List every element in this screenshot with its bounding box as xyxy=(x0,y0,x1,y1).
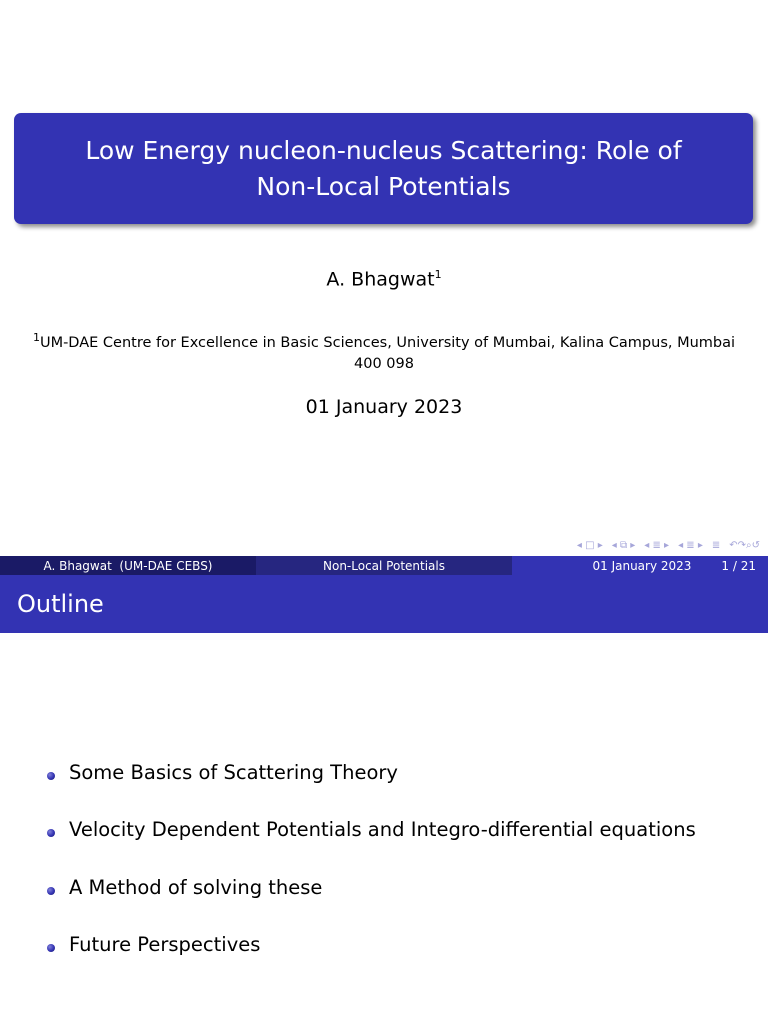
footer-date-page xyxy=(512,556,768,575)
bullet-icon xyxy=(47,772,55,780)
beamer-navigation-bar xyxy=(577,538,760,552)
title-line-1: Low Energy nucleon-nucleus Scattering: Role of xyxy=(85,135,682,165)
list-item xyxy=(0,745,768,802)
footer-author-text: A. Bhagwat (UM-DAE CEBS) xyxy=(43,558,213,573)
list-item-text: Future Perspectives xyxy=(69,932,261,956)
nav-section-icon[interactable]: ◂ ≣ ▸ xyxy=(678,539,703,551)
list-item xyxy=(0,860,768,917)
nav-search-icon[interactable]: ↶↷⌕↺ xyxy=(729,539,760,551)
footer-date: 01 January 2023 xyxy=(592,558,692,573)
footer-bar xyxy=(0,556,768,575)
frame-title-bar xyxy=(0,575,768,633)
nav-frame-icon[interactable]: ◂ ⧉ ▸ xyxy=(611,539,636,551)
list-item-text: A Method of solving these xyxy=(69,875,323,899)
list-item xyxy=(0,802,768,859)
author-name: A. Bhagwat xyxy=(326,268,435,291)
outline-list xyxy=(0,745,768,974)
nav-slide-icon[interactable]: ◂ □ ▸ xyxy=(576,539,603,551)
nav-document-icon[interactable]: ≣ xyxy=(711,539,721,551)
nav-subsection-icon[interactable]: ◂ ≣ ▸ xyxy=(644,539,670,551)
list-item-text: Velocity Dependent Potentials and Integro-differential equations xyxy=(69,818,696,842)
frame-title: Outline xyxy=(17,590,104,618)
affiliation-text: UM-DAE Centre for Excellence in Basic Sciences, University of Mumbai, Kalina Campus, Mumbai 400 098 xyxy=(39,334,736,372)
footer-title-text: Non-Local Potentials xyxy=(323,558,445,573)
presentation-title xyxy=(64,133,704,205)
presentation-date: 01 January 2023 xyxy=(305,396,463,418)
affiliation-superscript: 1 xyxy=(32,331,40,344)
list-item-text: Some Basics of Scattering Theory xyxy=(69,761,398,784)
list-item xyxy=(0,917,768,974)
bullet-icon xyxy=(47,829,55,837)
bullet-icon xyxy=(47,944,55,952)
footer-title xyxy=(256,556,512,575)
author-superscript: 1 xyxy=(434,268,442,281)
author xyxy=(0,268,768,290)
bullet-icon xyxy=(47,887,55,895)
footer-page-number: 1 / 21 xyxy=(721,558,756,573)
title-block xyxy=(14,113,753,224)
affiliation xyxy=(30,327,738,375)
footer-author xyxy=(0,556,256,575)
title-line-2: Non-Local Potentials xyxy=(256,171,511,201)
